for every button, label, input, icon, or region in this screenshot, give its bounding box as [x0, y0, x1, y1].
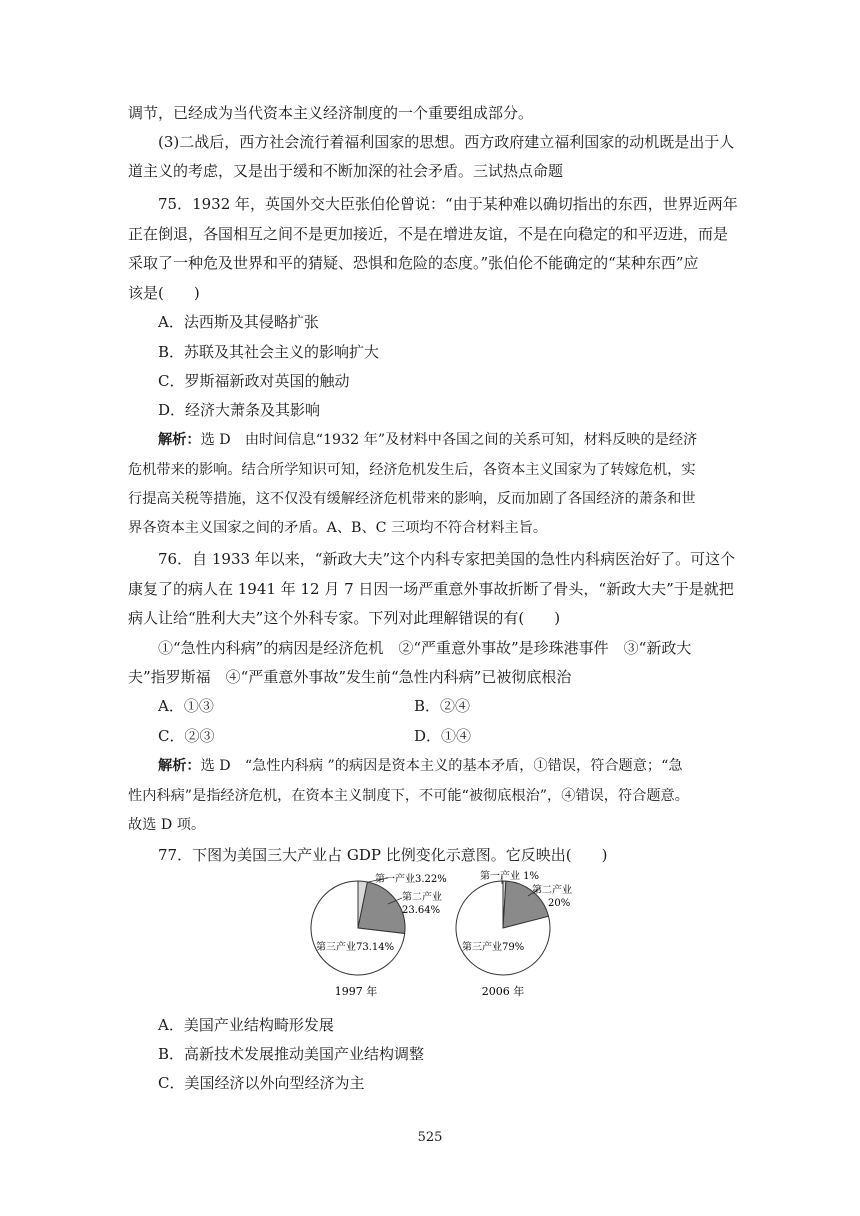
option-c: C．②③ — [158, 727, 215, 745]
pie-label-secondary: 第二产业 — [532, 885, 572, 896]
pie-label-secondary-value: 20% — [548, 898, 571, 909]
question-76-stem: 76．自 1933 年以来，“新政大夫”这个内科专家把美国的急性内科病医治好了。可这个 — [158, 550, 736, 568]
answer-75: 界各资本主义国家之间的矛盾。A、B、C 三项均不符合材料主旨。 — [128, 520, 548, 536]
pie-year-label: 2006 年 — [481, 985, 525, 998]
pie-label-secondary-value: 23.64% — [402, 905, 441, 916]
pie-label-secondary: 第二产业 — [402, 892, 442, 903]
paragraph-line: (3)二战后，西方社会流行着福利国家的思想。西方政府建立福利国家的动机既是出于人 — [158, 133, 735, 151]
answer-75: 危机带来的影响。结合所学知识可知，经济危机发生后，各资本主义国家为了转嫁危机，实 — [128, 462, 696, 478]
paragraph-line: 道主义的考虑，又是出于缓和不断加深的社会矛盾。三试热点命题 — [128, 162, 564, 180]
option-a: A．美国产业结构畸形发展 — [158, 1016, 334, 1034]
answer-76: 故选 D 项。 — [128, 817, 206, 833]
option-b: B．②④ — [414, 697, 471, 715]
option-b: B．高新技术发展推动美国产业结构调整 — [158, 1045, 425, 1063]
question-75-stem: 该是( ) — [128, 284, 200, 302]
option-row — [158, 726, 764, 746]
question-75-stem: 采取了一种危及世界和平的猜疑、恐惧和危险的态度。”张伯伦不能确定的“某种东西”应 — [128, 254, 699, 272]
pie-chart-1997 — [311, 872, 447, 998]
answer-label: 解析： — [158, 758, 201, 774]
pie-label-primary: 第一产业 1% — [480, 871, 540, 882]
paragraph-line: 调节，已经成为当代资本主义经济制度的一个重要组成部分。 — [128, 104, 534, 122]
page-number: 525 — [417, 1130, 443, 1145]
option-c: C．罗斯福新政对英国的触动 — [158, 372, 350, 390]
pie-label-tertiary: 第三产业73.14% — [316, 942, 395, 953]
question-76-stem: 病人让给“胜利大夫”这个外科专家。下列对此理解错误的有( ) — [128, 609, 561, 627]
option-b: B．苏联及其社会主义的影响扩大 — [158, 343, 380, 361]
option-a: A．①③ — [158, 697, 214, 715]
question-75-stem: 正在倒退，各国相互之间不是更加接近，不是在增进友谊，不是在向稳定的和平迈进，而是 — [128, 225, 729, 243]
option-a: A．法西斯及其侵略扩张 — [158, 313, 319, 331]
option-c: C．美国经济以外向型经济为主 — [158, 1074, 365, 1092]
answer-76 — [158, 756, 764, 776]
question-76-stem: 康复了的病人在 1941 年 12 月 7 日因一场严重意外事故折断了骨头，“新政大夫”于是就把 — [128, 580, 734, 598]
option-d: D．经济大萧条及其影响 — [158, 401, 321, 419]
question-77-stem: 77．下图为美国三大产业占 GDP 比例变化示意图。它反映出( ) — [158, 846, 608, 864]
pie-chart-2006 — [456, 869, 572, 998]
pie-label-tertiary: 第三产业79% — [462, 942, 525, 953]
answer-75: 行提高关税等措施，这不仅没有缓解经济危机带来的影响，反而加剧了各国经济的萧条和世 — [128, 491, 696, 507]
question-76-statements: 夫”指罗斯福 ④“严重意外事故”发生前“急性内科病”已被彻底根治 — [128, 668, 572, 686]
gdp-pie-charts — [0, 868, 860, 1008]
question-75-stem: 75．1932 年，英国外交大臣张伯伦曾说：“由于某种难以确切指出的东西，世界近两年 — [158, 195, 738, 213]
option-row — [158, 696, 764, 716]
answer-75 — [158, 430, 764, 450]
pie-year-label: 1997 年 — [334, 985, 378, 998]
answer-76: 性内科病”是指经济危机，在资本主义制度下，不可能“被彻底根治”，④错误，符合题意。 — [128, 788, 689, 804]
answer-label: 解析： — [158, 432, 201, 448]
option-d: D．①④ — [414, 727, 472, 745]
pie-label-primary: 第一产业3.22% — [375, 874, 447, 885]
question-76-statements: ①“急性内科病”的病因是经济危机 ②“严重意外事故”是珍珠港事件 ③“新政大 — [158, 639, 692, 657]
answer-text: 选 D 由时间信息“1932 年”及材料中各国之间的关系可知，材料反映的是经济 — [200, 432, 698, 448]
answer-text: 选 D “急性内科病 ”的病因是资本主义的基本矛盾，①错误，符合题意；“急 — [200, 758, 683, 774]
